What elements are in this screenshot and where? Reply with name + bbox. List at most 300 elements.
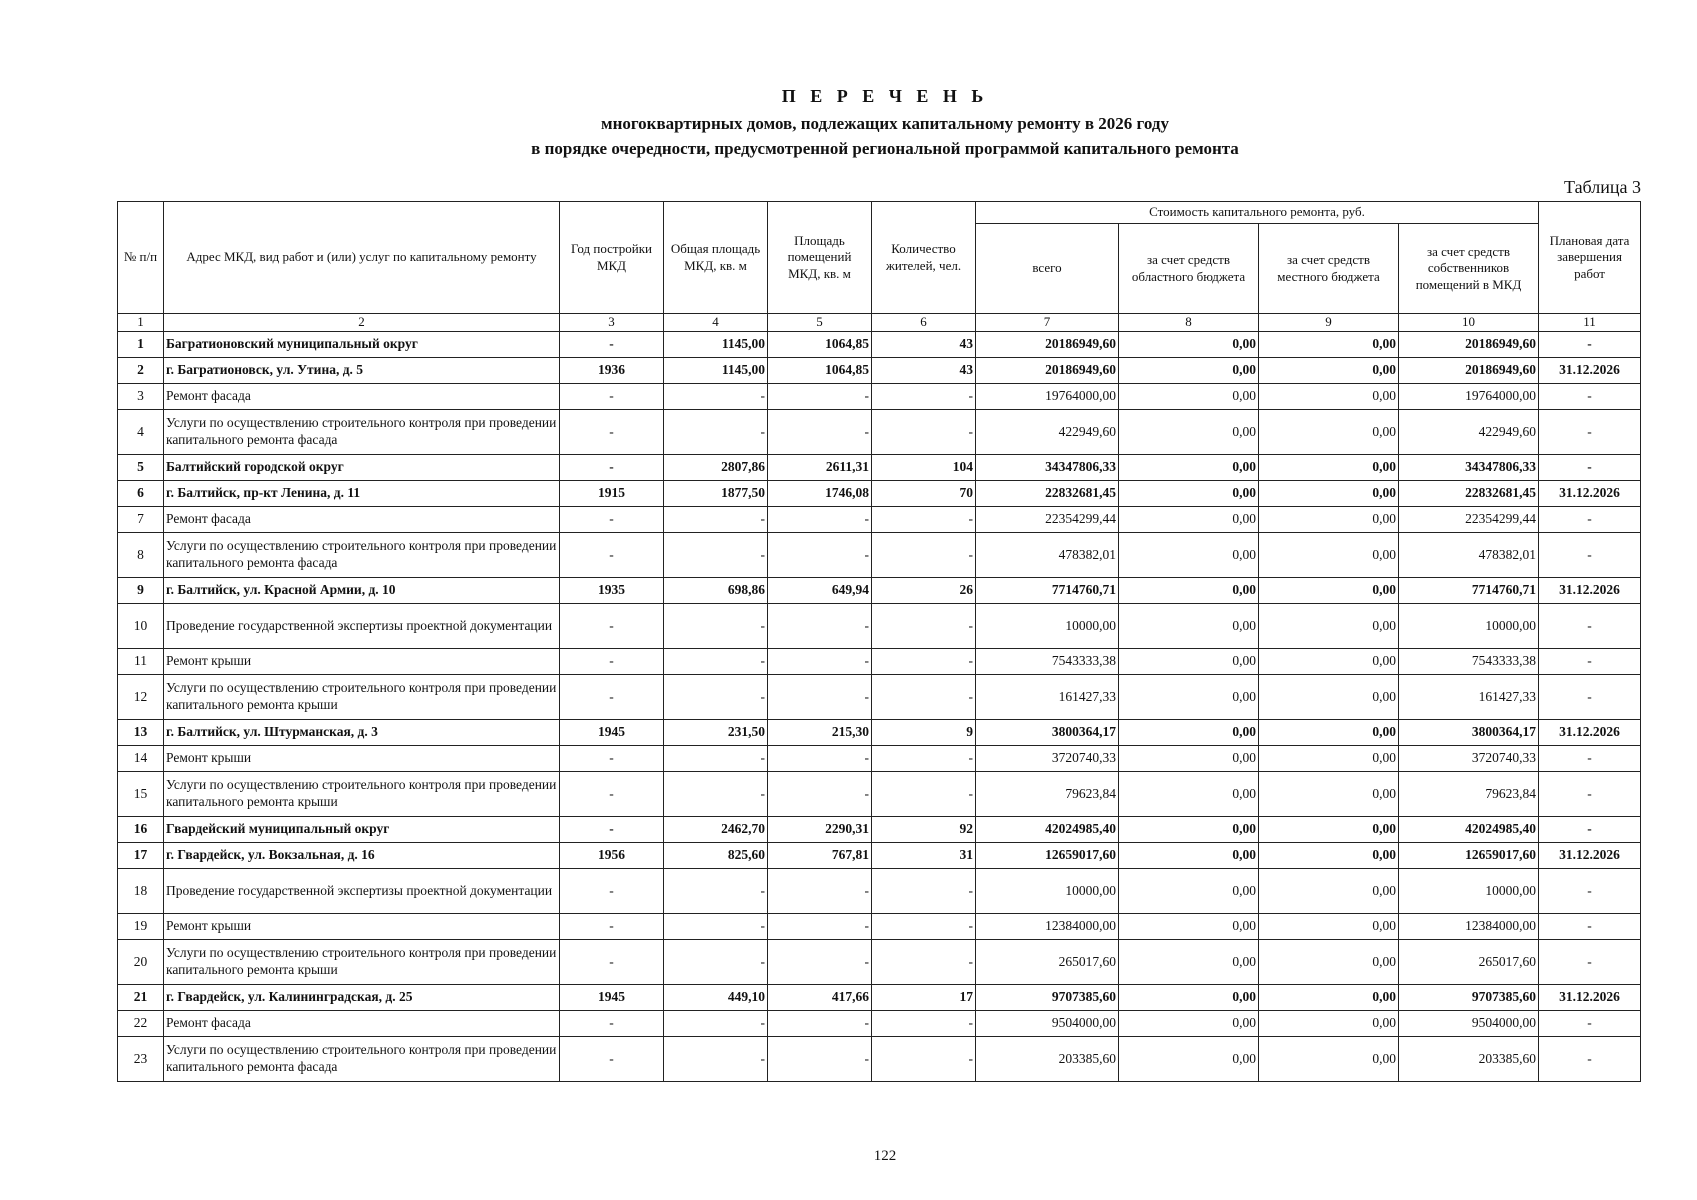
row-year: 1956 (560, 843, 664, 869)
row-cost-local: 0,00 (1259, 507, 1399, 533)
column-number: 1 (118, 314, 164, 332)
row-cost-regional: 0,00 (1119, 772, 1259, 817)
table-row (118, 455, 1641, 481)
row-planned-date: - (1539, 507, 1641, 533)
row-cost-total: 7543333,38 (976, 649, 1119, 675)
row-number: 17 (118, 843, 164, 869)
table-row (118, 1037, 1641, 1082)
row-premises-area: - (768, 1037, 872, 1082)
row-cost-local: 0,00 (1259, 1037, 1399, 1082)
row-residents: - (872, 384, 976, 410)
row-cost-local: 0,00 (1259, 675, 1399, 720)
row-planned-date: - (1539, 869, 1641, 914)
row-year: - (560, 507, 664, 533)
table-row (118, 675, 1641, 720)
row-premises-area: - (768, 675, 872, 720)
row-year: 1915 (560, 481, 664, 507)
header-cost-group: Стоимость капитального ремонта, руб. (976, 202, 1539, 224)
header-address: Адрес МКД, вид работ и (или) услуг по капитальному ремонту (164, 202, 560, 314)
row-number: 10 (118, 604, 164, 649)
row-cost-total: 12659017,60 (976, 843, 1119, 869)
row-cost-regional: 0,00 (1119, 843, 1259, 869)
row-name: Ремонт фасада (164, 507, 560, 533)
row-cost-owners: 9504000,00 (1399, 1011, 1539, 1037)
row-total-area: - (664, 772, 768, 817)
row-cost-total: 7714760,71 (976, 578, 1119, 604)
row-name: г. Балтийск, пр-кт Ленина, д. 11 (164, 481, 560, 507)
row-premises-area: 1064,85 (768, 332, 872, 358)
row-residents: - (872, 410, 976, 455)
row-cost-regional: 0,00 (1119, 1037, 1259, 1082)
row-cost-owners: 79623,84 (1399, 772, 1539, 817)
row-year: 1945 (560, 985, 664, 1011)
row-name: г. Гвардейск, ул. Калининградская, д. 25 (164, 985, 560, 1011)
row-name: г. Гвардейск, ул. Вокзальная, д. 16 (164, 843, 560, 869)
row-cost-total: 79623,84 (976, 772, 1119, 817)
row-total-area: - (664, 649, 768, 675)
row-cost-regional: 0,00 (1119, 384, 1259, 410)
row-cost-local: 0,00 (1259, 817, 1399, 843)
row-cost-total: 478382,01 (976, 533, 1119, 578)
row-cost-total: 3720740,33 (976, 746, 1119, 772)
row-residents: - (872, 604, 976, 649)
row-cost-regional: 0,00 (1119, 358, 1259, 384)
row-total-area: - (664, 746, 768, 772)
row-name: Ремонт фасада (164, 384, 560, 410)
row-cost-owners: 34347806,33 (1399, 455, 1539, 481)
row-cost-total: 20186949,60 (976, 358, 1119, 384)
table-row (118, 720, 1641, 746)
column-number: 9 (1259, 314, 1399, 332)
column-number: 5 (768, 314, 872, 332)
row-premises-area: 649,94 (768, 578, 872, 604)
table-row (118, 332, 1641, 358)
row-cost-total: 22832681,45 (976, 481, 1119, 507)
row-number: 14 (118, 746, 164, 772)
row-cost-total: 34347806,33 (976, 455, 1119, 481)
row-cost-owners: 161427,33 (1399, 675, 1539, 720)
document-subtitle-line-1: многоквартирных домов, подлежащих капитальному ремонту в 2026 году (601, 114, 1169, 133)
row-year: - (560, 817, 664, 843)
row-total-area: 1145,00 (664, 358, 768, 384)
row-year: - (560, 914, 664, 940)
header-cost-total: всего (976, 224, 1119, 314)
row-number: 12 (118, 675, 164, 720)
row-planned-date: - (1539, 533, 1641, 578)
row-cost-owners: 3720740,33 (1399, 746, 1539, 772)
row-cost-local: 0,00 (1259, 869, 1399, 914)
row-year: - (560, 675, 664, 720)
table-row (118, 746, 1641, 772)
row-year: - (560, 604, 664, 649)
row-residents: 9 (872, 720, 976, 746)
row-planned-date: - (1539, 649, 1641, 675)
row-number: 1 (118, 332, 164, 358)
header-planned-date: Плановая дата завершения работ (1539, 202, 1641, 314)
column-number: 4 (664, 314, 768, 332)
row-cost-local: 0,00 (1259, 481, 1399, 507)
row-year: - (560, 1037, 664, 1082)
row-cost-owners: 10000,00 (1399, 604, 1539, 649)
row-planned-date: - (1539, 772, 1641, 817)
row-residents: - (872, 772, 976, 817)
row-cost-regional: 0,00 (1119, 649, 1259, 675)
row-planned-date: - (1539, 817, 1641, 843)
row-residents: - (872, 940, 976, 985)
row-total-area: - (664, 675, 768, 720)
row-number: 15 (118, 772, 164, 817)
row-residents: - (872, 1011, 976, 1037)
row-cost-total: 20186949,60 (976, 332, 1119, 358)
row-planned-date: - (1539, 384, 1641, 410)
row-residents: 31 (872, 843, 976, 869)
row-premises-area: 1746,08 (768, 481, 872, 507)
row-residents: - (872, 869, 976, 914)
table-row (118, 410, 1641, 455)
column-number: 3 (560, 314, 664, 332)
row-premises-area: 417,66 (768, 985, 872, 1011)
column-number: 7 (976, 314, 1119, 332)
row-total-area: - (664, 1037, 768, 1082)
row-year: 1945 (560, 720, 664, 746)
row-name: Гвардейский муниципальный округ (164, 817, 560, 843)
row-total-area: - (664, 1011, 768, 1037)
row-cost-local: 0,00 (1259, 358, 1399, 384)
row-cost-owners: 12384000,00 (1399, 914, 1539, 940)
header-cost-owners: за счет средств собственников помещений в МКД (1399, 224, 1539, 314)
row-cost-regional: 0,00 (1119, 940, 1259, 985)
row-residents: 92 (872, 817, 976, 843)
row-year: - (560, 332, 664, 358)
table-row (118, 985, 1641, 1011)
row-residents: 26 (872, 578, 976, 604)
row-premises-area: 767,81 (768, 843, 872, 869)
row-cost-owners: 422949,60 (1399, 410, 1539, 455)
row-planned-date: 31.12.2026 (1539, 578, 1641, 604)
row-cost-owners: 7714760,71 (1399, 578, 1539, 604)
table-row (118, 481, 1641, 507)
row-cost-regional: 0,00 (1119, 604, 1259, 649)
row-cost-regional: 0,00 (1119, 455, 1259, 481)
row-total-area: - (664, 869, 768, 914)
row-residents: - (872, 533, 976, 578)
row-planned-date: - (1539, 332, 1641, 358)
row-cost-total: 9504000,00 (976, 1011, 1119, 1037)
row-name: Ремонт крыши (164, 649, 560, 675)
row-planned-date: - (1539, 675, 1641, 720)
row-number: 23 (118, 1037, 164, 1082)
header-residents: Количество жителей, чел. (872, 202, 976, 314)
row-total-area: 1145,00 (664, 332, 768, 358)
row-premises-area: - (768, 940, 872, 985)
table-row (118, 578, 1641, 604)
row-year: - (560, 746, 664, 772)
row-planned-date: - (1539, 410, 1641, 455)
row-total-area: - (664, 410, 768, 455)
table-row (118, 1011, 1641, 1037)
row-cost-local: 0,00 (1259, 914, 1399, 940)
row-cost-total: 19764000,00 (976, 384, 1119, 410)
header-total-area: Общая площадь МКД, кв. м (664, 202, 768, 314)
row-premises-area: 2611,31 (768, 455, 872, 481)
row-cost-total: 12384000,00 (976, 914, 1119, 940)
row-name: Балтийский городской округ (164, 455, 560, 481)
row-cost-owners: 203385,60 (1399, 1037, 1539, 1082)
row-number: 21 (118, 985, 164, 1011)
row-name: г. Балтийск, ул. Красной Армии, д. 10 (164, 578, 560, 604)
row-year: - (560, 649, 664, 675)
row-number: 13 (118, 720, 164, 746)
row-cost-total: 10000,00 (976, 869, 1119, 914)
table-row (118, 843, 1641, 869)
row-premises-area: - (768, 384, 872, 410)
row-residents: - (872, 649, 976, 675)
row-total-area: 825,60 (664, 843, 768, 869)
row-residents: 43 (872, 332, 976, 358)
row-total-area: - (664, 604, 768, 649)
row-premises-area: - (768, 533, 872, 578)
row-cost-regional: 0,00 (1119, 985, 1259, 1011)
row-planned-date: - (1539, 1011, 1641, 1037)
row-premises-area: - (768, 746, 872, 772)
row-planned-date: 31.12.2026 (1539, 358, 1641, 384)
row-cost-regional: 0,00 (1119, 720, 1259, 746)
row-residents: - (872, 746, 976, 772)
table-label: Таблица 3 (1564, 177, 1641, 197)
row-name: Проведение государственной экспертизы проектной документации (164, 869, 560, 914)
document-subtitle-line-2: в порядке очередности, предусмотренной региональной программой капитального ремонта (531, 139, 1239, 158)
row-residents: - (872, 914, 976, 940)
row-cost-total: 9707385,60 (976, 985, 1119, 1011)
row-cost-regional: 0,00 (1119, 507, 1259, 533)
row-planned-date: - (1539, 1037, 1641, 1082)
row-name: г. Балтийск, ул. Штурманская, д. 3 (164, 720, 560, 746)
row-planned-date: - (1539, 604, 1641, 649)
row-planned-date: 31.12.2026 (1539, 720, 1641, 746)
row-cost-owners: 3800364,17 (1399, 720, 1539, 746)
row-planned-date: - (1539, 746, 1641, 772)
header-num: № п/п (118, 202, 164, 314)
row-number: 5 (118, 455, 164, 481)
row-planned-date: 31.12.2026 (1539, 985, 1641, 1011)
row-premises-area: - (768, 1011, 872, 1037)
row-number: 20 (118, 940, 164, 985)
row-year: - (560, 772, 664, 817)
row-name: Ремонт крыши (164, 914, 560, 940)
row-premises-area: - (768, 649, 872, 675)
column-number: 8 (1119, 314, 1259, 332)
row-cost-total: 3800364,17 (976, 720, 1119, 746)
row-number: 2 (118, 358, 164, 384)
row-cost-regional: 0,00 (1119, 914, 1259, 940)
header-cost-local: за счет средств местного бюджета (1259, 224, 1399, 314)
row-year: - (560, 455, 664, 481)
row-cost-total: 10000,00 (976, 604, 1119, 649)
row-premises-area: - (768, 604, 872, 649)
row-name: Услуги по осуществлению строительного контроля при проведении капитального ремонта фасада (164, 533, 560, 578)
row-cost-local: 0,00 (1259, 772, 1399, 817)
row-name: г. Багратионовск, ул. Утина, д. 5 (164, 358, 560, 384)
row-cost-total: 161427,33 (976, 675, 1119, 720)
row-number: 16 (118, 817, 164, 843)
row-number: 19 (118, 914, 164, 940)
row-cost-local: 0,00 (1259, 410, 1399, 455)
row-name: Услуги по осуществлению строительного контроля при проведении капитального ремонта крыши (164, 772, 560, 817)
row-number: 22 (118, 1011, 164, 1037)
table-row (118, 358, 1641, 384)
column-number: 11 (1539, 314, 1641, 332)
row-residents: 17 (872, 985, 976, 1011)
table-row (118, 817, 1641, 843)
row-cost-local: 0,00 (1259, 578, 1399, 604)
row-cost-regional: 0,00 (1119, 578, 1259, 604)
row-cost-owners: 42024985,40 (1399, 817, 1539, 843)
table-row (118, 772, 1641, 817)
row-number: 4 (118, 410, 164, 455)
row-planned-date: 31.12.2026 (1539, 843, 1641, 869)
row-number: 3 (118, 384, 164, 410)
row-name: Услуги по осуществлению строительного контроля при проведении капитального ремонта крыши (164, 940, 560, 985)
row-cost-local: 0,00 (1259, 940, 1399, 985)
table-row (118, 533, 1641, 578)
row-premises-area: - (768, 772, 872, 817)
row-number: 7 (118, 507, 164, 533)
table-row (118, 940, 1641, 985)
row-premises-area: - (768, 507, 872, 533)
table-body (118, 332, 1641, 1082)
row-total-area: - (664, 384, 768, 410)
row-number: 9 (118, 578, 164, 604)
row-residents: 104 (872, 455, 976, 481)
row-planned-date: - (1539, 455, 1641, 481)
row-cost-owners: 478382,01 (1399, 533, 1539, 578)
row-cost-regional: 0,00 (1119, 746, 1259, 772)
row-residents: - (872, 1037, 976, 1082)
table-row (118, 649, 1641, 675)
page-number: 122 (873, 1148, 897, 1164)
row-cost-owners: 20186949,60 (1399, 332, 1539, 358)
row-premises-area: 1064,85 (768, 358, 872, 384)
table-row (118, 604, 1641, 649)
table-row (118, 869, 1641, 914)
row-name: Услуги по осуществлению строительного контроля при проведении капитального ремонта фасада (164, 410, 560, 455)
header-premises-area: Площадь помещений МКД, кв. м (768, 202, 872, 314)
row-cost-owners: 9707385,60 (1399, 985, 1539, 1011)
row-year: 1936 (560, 358, 664, 384)
row-cost-regional: 0,00 (1119, 675, 1259, 720)
row-year: - (560, 1011, 664, 1037)
row-cost-local: 0,00 (1259, 985, 1399, 1011)
row-cost-total: 42024985,40 (976, 817, 1119, 843)
row-number: 8 (118, 533, 164, 578)
header-cost-regional: за счет средств областного бюджета (1119, 224, 1259, 314)
row-name: Услуги по осуществлению строительного контроля при проведении капитального ремонта крыши (164, 675, 560, 720)
row-planned-date: - (1539, 914, 1641, 940)
row-cost-regional: 0,00 (1119, 481, 1259, 507)
row-year: - (560, 384, 664, 410)
row-residents: - (872, 507, 976, 533)
row-cost-regional: 0,00 (1119, 533, 1259, 578)
row-cost-local: 0,00 (1259, 455, 1399, 481)
row-name: Ремонт фасада (164, 1011, 560, 1037)
row-planned-date: - (1539, 940, 1641, 985)
row-cost-local: 0,00 (1259, 843, 1399, 869)
table-row (118, 507, 1641, 533)
row-cost-local: 0,00 (1259, 533, 1399, 578)
row-cost-owners: 19764000,00 (1399, 384, 1539, 410)
row-total-area: 2462,70 (664, 817, 768, 843)
row-number: 11 (118, 649, 164, 675)
row-cost-local: 0,00 (1259, 332, 1399, 358)
row-cost-regional: 0,00 (1119, 869, 1259, 914)
column-number: 10 (1399, 314, 1539, 332)
row-name: Багратионовский муниципальный округ (164, 332, 560, 358)
row-cost-regional: 0,00 (1119, 1011, 1259, 1037)
row-total-area: 2807,86 (664, 455, 768, 481)
row-total-area: 449,10 (664, 985, 768, 1011)
row-total-area: - (664, 507, 768, 533)
row-cost-local: 0,00 (1259, 384, 1399, 410)
row-total-area: - (664, 533, 768, 578)
document-title: П Е Р Е Ч Е Н Ь (781, 86, 989, 106)
row-cost-owners: 22354299,44 (1399, 507, 1539, 533)
row-total-area: - (664, 914, 768, 940)
row-total-area: 698,86 (664, 578, 768, 604)
row-cost-owners: 10000,00 (1399, 869, 1539, 914)
row-year: - (560, 940, 664, 985)
row-year: - (560, 869, 664, 914)
row-cost-local: 0,00 (1259, 649, 1399, 675)
column-number: 2 (164, 314, 560, 332)
row-cost-total: 22354299,44 (976, 507, 1119, 533)
row-total-area: 231,50 (664, 720, 768, 746)
row-cost-regional: 0,00 (1119, 332, 1259, 358)
row-residents: 43 (872, 358, 976, 384)
table-row (118, 914, 1641, 940)
row-cost-owners: 7543333,38 (1399, 649, 1539, 675)
row-cost-total: 265017,60 (976, 940, 1119, 985)
row-premises-area: - (768, 869, 872, 914)
row-cost-local: 0,00 (1259, 746, 1399, 772)
row-cost-local: 0,00 (1259, 1011, 1399, 1037)
row-premises-area: 215,30 (768, 720, 872, 746)
row-cost-owners: 20186949,60 (1399, 358, 1539, 384)
row-cost-local: 0,00 (1259, 604, 1399, 649)
row-year: - (560, 533, 664, 578)
row-cost-local: 0,00 (1259, 720, 1399, 746)
row-cost-owners: 22832681,45 (1399, 481, 1539, 507)
row-cost-total: 203385,60 (976, 1037, 1119, 1082)
row-cost-total: 422949,60 (976, 410, 1119, 455)
row-planned-date: 31.12.2026 (1539, 481, 1641, 507)
column-number: 6 (872, 314, 976, 332)
row-name: Ремонт крыши (164, 746, 560, 772)
row-name: Проведение государственной экспертизы проектной документации (164, 604, 560, 649)
header-year: Год постройки МКД (560, 202, 664, 314)
row-cost-owners: 12659017,60 (1399, 843, 1539, 869)
row-cost-owners: 265017,60 (1399, 940, 1539, 985)
row-name: Услуги по осуществлению строительного контроля при проведении капитального ремонта фасада (164, 1037, 560, 1082)
row-total-area: - (664, 940, 768, 985)
row-residents: - (872, 675, 976, 720)
table-row (118, 384, 1641, 410)
repair-list-table (117, 201, 1641, 1082)
row-premises-area: - (768, 410, 872, 455)
row-premises-area: 2290,31 (768, 817, 872, 843)
row-number: 6 (118, 481, 164, 507)
row-total-area: 1877,50 (664, 481, 768, 507)
row-year: 1935 (560, 578, 664, 604)
